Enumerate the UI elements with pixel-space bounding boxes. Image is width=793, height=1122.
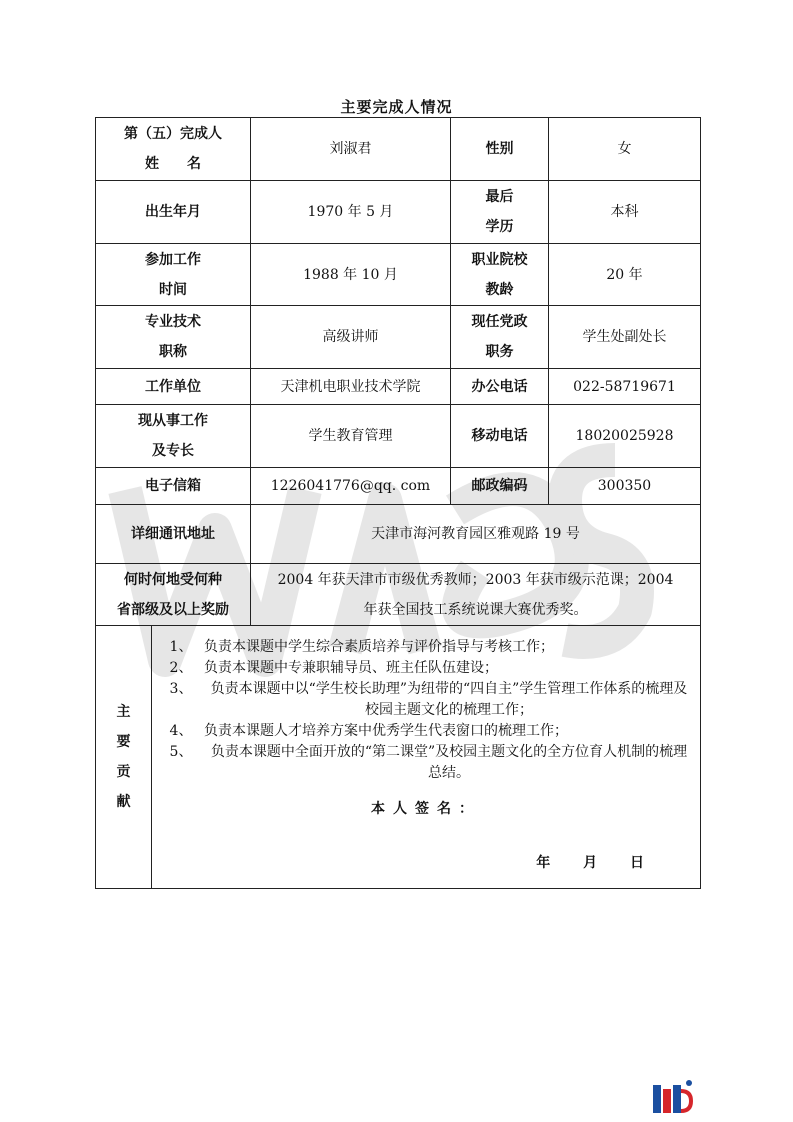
office-phone-label: 办公电话 [451,369,549,405]
award-label-line: 何时何地受何种 [124,571,222,588]
list-item [158,742,694,784]
date-label: 年 月 日 [536,854,644,871]
birth-value: 1970 年 5 月 [251,181,451,244]
award-line: 年获全国技工系统说课大赛优秀奖。 [363,601,588,618]
name-value: 刘淑君 [251,118,451,181]
post-label [451,306,549,369]
job-value: 学生教育管理 [251,405,451,468]
birth-label: 出生年月 [96,181,251,244]
list-item [158,721,694,742]
work-start-label-line: 参加工作 [145,251,201,268]
education-label-line: 学历 [485,219,514,235]
teach-years-value: 20 年 [549,244,701,306]
address-value: 天津市海河教育园区雅观路 19 号 [251,505,701,564]
job-label-line: 及专长 [152,443,194,459]
signature-label: 本人签名： [371,800,481,817]
list-item [158,637,694,658]
page-title: 主要完成人情况 [340,98,453,116]
item-number: 3、 [169,680,193,697]
teach-years-label-line: 教龄 [485,281,514,298]
post-label-line: 现任党政 [471,314,528,330]
info-table [95,117,701,889]
contribution-content [152,626,701,889]
work-start-value: 1988 年 10 月 [251,244,451,306]
post-label-line: 职务 [485,344,514,360]
address-label: 详细通讯地址 [96,505,251,564]
item-number: 1、 [169,638,193,655]
education-value: 本科 [549,181,701,244]
job-label-line: 现从事工作 [138,413,208,429]
unit-value: 天津机电职业技术学院 [251,369,451,405]
tech-title-label-line: 职称 [159,344,187,360]
item-text: 负责本课题人才培养方案中优秀学生代表窗口的梳理工作； [204,722,568,739]
office-phone-value: 022-58719671 [549,369,701,405]
zip-label: 邮政编码 [451,468,549,505]
contribution-side-label [96,626,152,889]
gender-label: 性别 [451,118,549,181]
list-item [158,658,694,679]
teach-years-label-line: 职业院校 [471,251,528,268]
award-value [251,564,701,626]
education-label [451,181,549,244]
award-label-line: 省部级及以上奖励 [117,601,229,618]
work-start-label-line: 时间 [159,281,187,298]
work-start-label [96,244,251,306]
job-label [96,405,251,468]
email-value: 1226041776@qq. com [251,468,451,505]
post-value: 学生处副处长 [549,306,701,369]
side-char: 主 [116,704,131,720]
side-char: 献 [116,794,131,810]
name-label-line: 姓 名 [145,156,201,172]
tech-title-label-line: 专业技术 [145,314,201,330]
side-char: 贡 [116,764,131,780]
item-text: 负责本课题中专兼职辅导员、班主任队伍建设； [204,659,498,676]
email-label: 电子信箱 [96,468,251,505]
award-line: 2004 年获天津市市级优秀教师；2003 年获市级示范课；2004 [277,571,674,588]
zip-value: 300350 [549,468,701,505]
unit-label: 工作单位 [96,369,251,405]
education-label-line: 最后 [485,189,514,205]
item-number: 5、 [169,743,193,760]
tech-title-label [96,306,251,369]
order-label-line: 第（五）完成人 [124,126,222,142]
gender-value: 女 [549,118,701,181]
mobile-label: 移动电话 [451,405,549,468]
award-label [96,564,251,626]
side-char: 要 [116,734,131,750]
teach-years-label [451,244,549,306]
item-text: 负责本课题中以“学生校长助理”为纽带的“四自主”学生管理工作体系的梳理及校园主题文化的梳理工作； [210,680,688,718]
brand-logo-icon [651,1077,695,1115]
mobile-value: 18020025928 [549,405,701,468]
item-text: 负责本课题中学生综合素质培养与评价指导与考核工作； [204,638,554,655]
tech-title-value: 高级讲师 [251,306,451,369]
contribution-list [158,637,694,784]
item-number: 4、 [169,722,193,739]
name-label [96,118,251,181]
item-number: 2、 [169,659,193,676]
list-item [158,679,694,721]
item-text: 负责本课题中全面开放的“第二课堂”及校园主题文化的全方位育人机制的梳理总结。 [210,743,688,781]
